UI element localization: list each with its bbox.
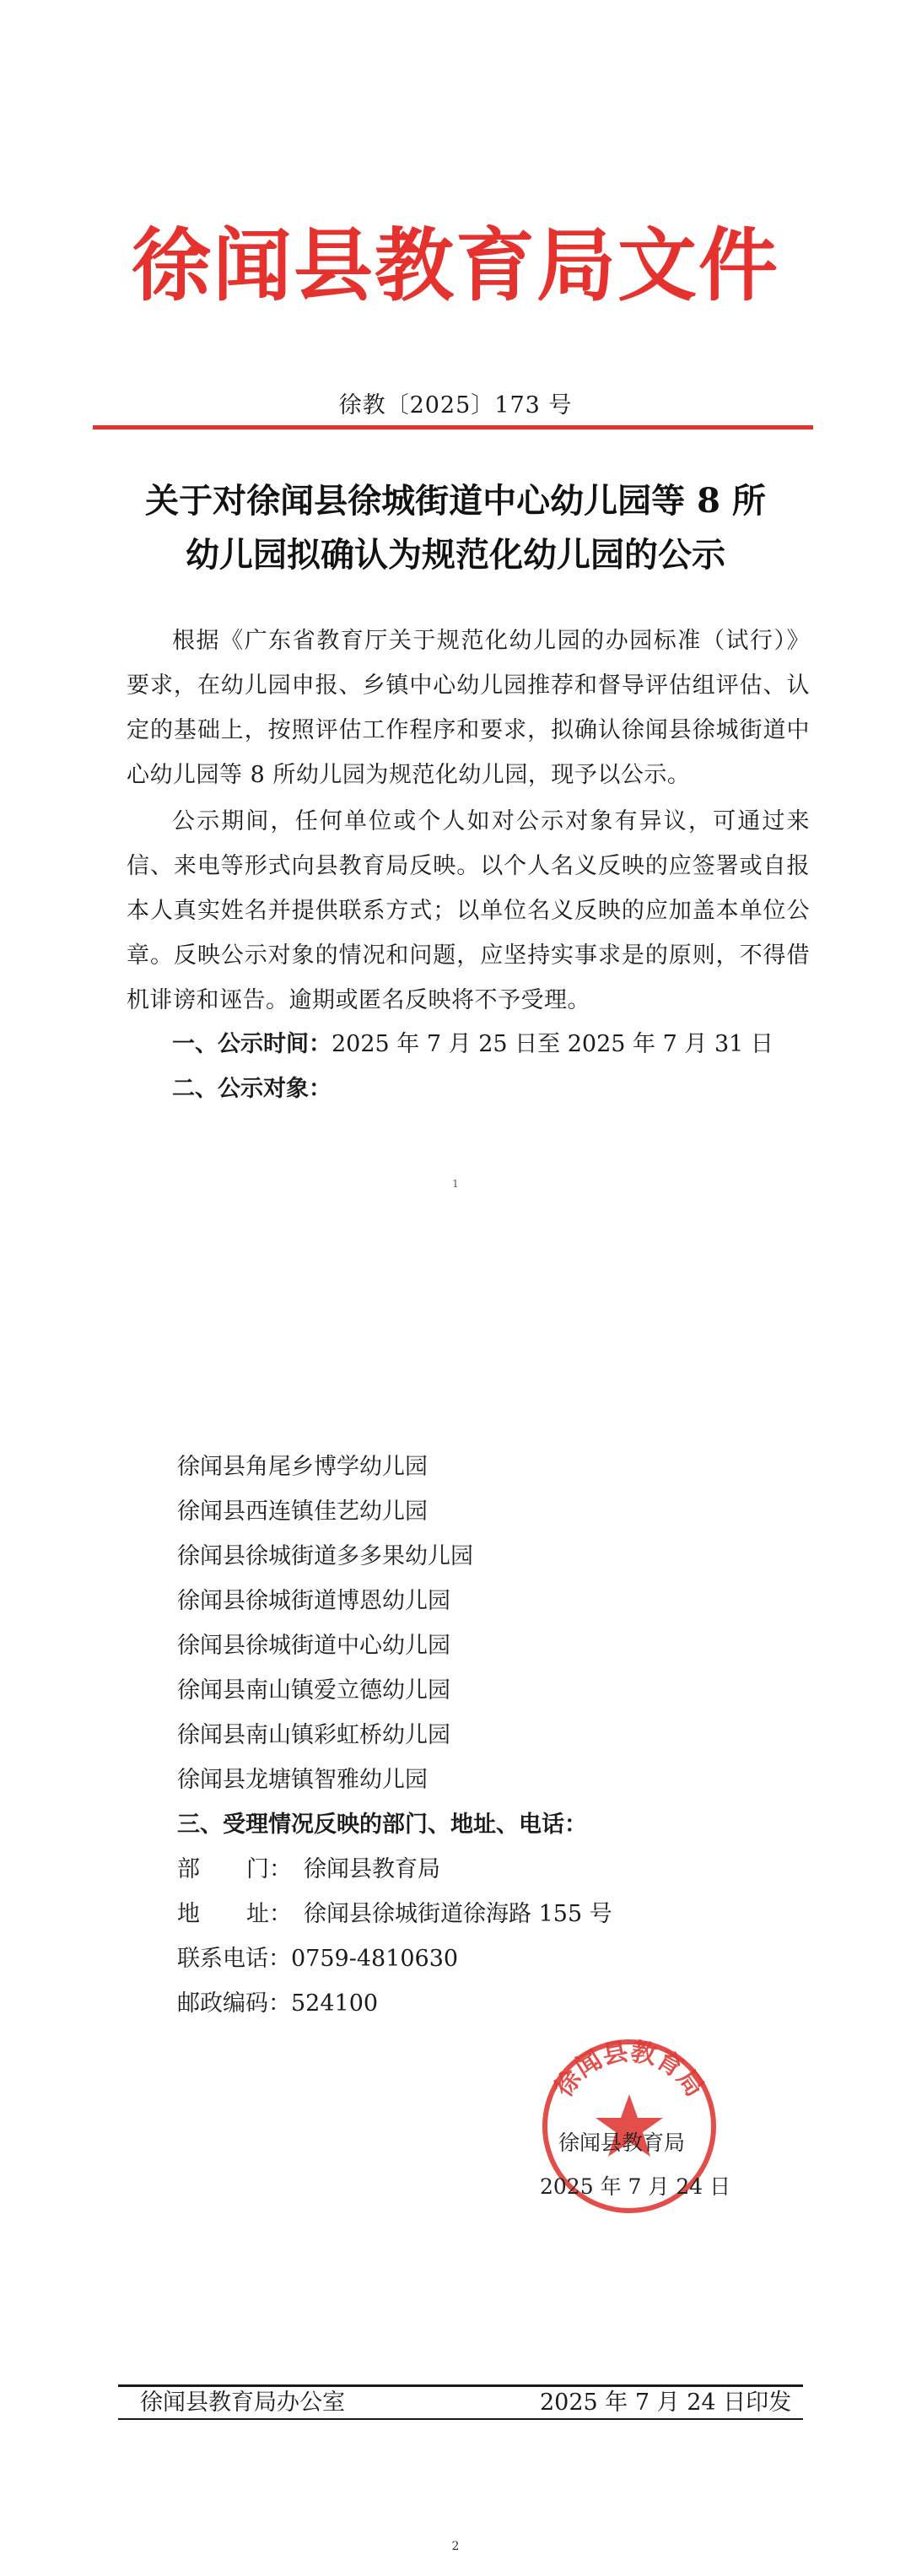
contact-address [177,1892,612,1936]
document-header-title: 徐闻县教育局文件 [131,219,779,312]
publicity-period-line [172,1022,774,1067]
phone-label: 联系电话： [177,1946,291,1972]
footer-rule-bottom [118,2418,803,2420]
publicity-period-value: 2025 年 7 月 25 日至 2025 年 7 月 31 日 [332,1031,774,1057]
department-label-a: 部 [177,1856,200,1882]
list-item: 徐闻县徐城街道中心幼儿园 [177,1633,450,1659]
notice-title-line-2: 幼儿园拟确认为规范化幼儿园的公示 [186,535,725,575]
kindergarten-list [177,1445,473,1802]
department-value: 徐闻县教育局 [304,1856,440,1882]
address-label-b: 址： [246,1901,292,1927]
list-item: 徐闻县龙塘镇智雅幼儿园 [177,1767,428,1793]
document-number: 徐教〔2025〕173 号 [338,392,573,419]
address-value: 徐闻县徐城街道徐海路 155 号 [304,1901,612,1927]
contact-department [177,1847,440,1892]
footer-print-date: 2025 年 7 月 24 日印发 [540,2390,792,2416]
list-item: 徐闻县徐城街道博恩幼儿园 [177,1588,450,1614]
header-red-divider [93,425,813,429]
signature-date: 2025 年 7 月 24 日 [540,2174,731,2199]
contact-zip [177,1981,378,2026]
svg-text:徐闻县教育局 [549,2037,709,2103]
contact-phone [177,1936,458,1981]
zip-label: 邮政编码： [177,1990,291,2017]
address-label-a: 地 [177,1901,200,1927]
list-item: 徐闻县南山镇爱立德幼儿园 [177,1677,450,1704]
signature-organization: 徐闻县教育局 [558,2130,686,2155]
list-item: 徐闻县南山镇彩虹桥幼儿园 [177,1722,450,1748]
footer-rule-top [118,2384,803,2387]
notice-title [0,474,911,582]
body-paragraph-1: 根据《广东省教育厅关于规范化幼儿园的办园标准（试行）》要求，在幼儿园申报、乡镇中心幼儿园推荐和督导评估组评估、认定的基础上，按照评估工作程序和要求，拟确认徐闻县徐城街道中心幼儿园等 8 所幼儿园为规范化幼儿园，现予以公示。 [127,628,810,788]
department-label-b: 门： [246,1856,292,1882]
list-item: 徐闻县西连镇佳艺幼儿园 [177,1499,428,1525]
list-item: 徐闻县角尾乡博学幼儿园 [177,1454,428,1480]
page-number-1: 1 [452,1178,459,1190]
seal-text: 徐闻县教育局 [548,2037,710,2103]
notice-title-line-1: 关于对徐闻县徐城街道中心幼儿园等 8 所 [145,481,766,521]
publicity-period-label: 一、公示时间： [172,1031,332,1057]
page-number-2: 2 [451,2540,460,2553]
body-paragraph-2: 公示期间，任何单位或个人如对公示对象有异议，可通过来信、来电等形式向县教育局反映。以个人名义反映的应签署或自报本人真实姓名并提供联系方式；以单位名义反映的应加盖本单位公章。反映公示对象的情况和问题，应坚持实事求是的原则，不得借机诽谤和诬告。逾期或匿名反映将不予受理。 [127,808,810,1013]
footer-issuing-office: 徐闻县教育局办公室 [140,2390,345,2416]
zip-value: 524100 [291,1990,379,2017]
list-item: 徐闻县徐城街道多多果幼儿园 [177,1543,473,1569]
phone-value: 0759-4810630 [291,1946,459,1972]
publicity-targets-label: 二、公示对象： [172,1076,332,1102]
contact-section-heading: 三、受理情况反映的部门、地址、电话： [177,1812,587,1838]
